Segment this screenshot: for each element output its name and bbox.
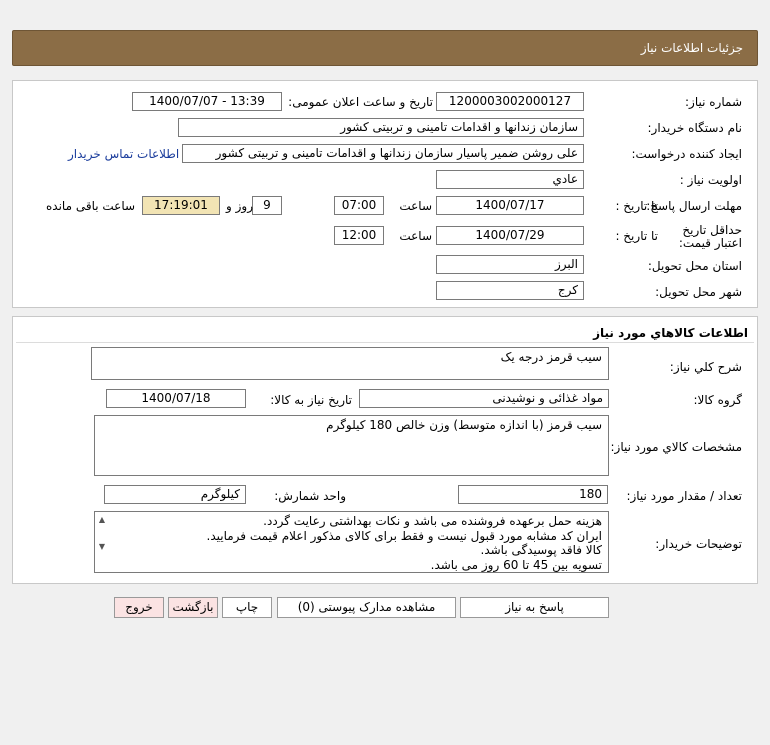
notes-label: توضیحات خریدار:: [655, 537, 742, 551]
buyer-contact-link[interactable]: اطلاعات تماس خریدار: [68, 147, 180, 161]
reply-time-label: ساعت: [399, 199, 432, 213]
notes-line: تسویه بین 45 تا 60 روز می باشد.: [430, 557, 602, 572]
priority-field: عادي: [436, 170, 584, 189]
notes-line: کالا فاقد پوسیدگی باشد.: [480, 543, 602, 557]
page-title: جزئیات اطلاعات نیاز: [640, 41, 743, 55]
reply-time-field: 07:00: [334, 196, 384, 215]
notes-scrollbar[interactable]: [95, 512, 109, 572]
validity-time-field: 12:00: [334, 226, 384, 245]
need-date-field: 1400/07/18: [106, 389, 246, 408]
reply-button[interactable]: پاسخ به نیاز: [460, 597, 609, 618]
group-label: گروه کالا:: [693, 393, 742, 407]
goods-section-title: اطلاعات کالاهاي مورد نياز: [593, 326, 748, 340]
province-field: البرز: [436, 255, 584, 274]
need-number-field: 1200003002000127: [436, 92, 584, 111]
goods-section-divider: [16, 342, 754, 343]
notes-line: ایران کد مشابه مورد قبول نیست و فقط برای کالای مذکور اعلام قیمت فرمایید.: [206, 528, 602, 543]
scroll-down-icon[interactable]: ▼: [98, 542, 106, 551]
need-info-panel: [12, 80, 758, 308]
summary-label: شرح کلي نياز:: [669, 360, 742, 374]
days-remaining-field: 9: [252, 196, 282, 215]
buyer-field: سازمان زندانها و اقدامات تامینی و تربیتی کشور: [178, 118, 584, 137]
reply-deadline-label: مهلت ارسال پاسخ:: [646, 199, 742, 213]
need-date-label: تاریخ نیاز به کالا:: [270, 393, 352, 407]
qty-field: 180: [458, 485, 608, 504]
exit-button[interactable]: خروج: [114, 597, 164, 618]
reply-to-date-label: تا تاریخ :: [615, 199, 658, 213]
need-number-label: شماره نیاز:: [685, 95, 742, 109]
reply-date-field: 1400/07/17: [436, 196, 584, 215]
city-label: شهر محل تحویل:: [655, 285, 742, 299]
province-label: استان محل تحویل:: [647, 259, 742, 273]
scroll-up-icon[interactable]: ▲: [98, 515, 106, 524]
back-button[interactable]: بازگشت: [168, 597, 218, 618]
creator-field: علی روشن ضمیر پاسیار سازمان زندانها و اقدامات تامینی و تربیتی کشور: [182, 144, 584, 163]
page-header: [12, 30, 758, 66]
group-field: مواد غذائی و نوشیدنی: [359, 389, 609, 408]
print-button[interactable]: چاپ: [222, 597, 272, 618]
specs-label: مشخصات کالاي مورد نياز:: [610, 440, 742, 454]
days-label: روز و: [226, 199, 253, 213]
validity-to-date-label: تا تاریخ :: [615, 229, 658, 243]
buyer-label: نام دستگاه خریدار:: [647, 121, 742, 135]
validity-date-field: 1400/07/29: [436, 226, 584, 245]
unit-label: واحد شمارش:: [274, 489, 346, 503]
priority-label: اولویت نیاز :: [679, 173, 742, 187]
notes-textarea[interactable]: [94, 511, 609, 573]
summary-field: سیب قرمز درجه یک: [91, 347, 609, 380]
notes-line: هزینه حمل برعهده فروشنده می باشد و نکات بهداشتی رعایت گردد.: [263, 514, 602, 528]
attachments-button[interactable]: مشاهده مدارک پیوستی (0): [277, 597, 456, 618]
announce-field: 1400/07/07 - 13:39: [132, 92, 282, 111]
remaining-time-field: 17:19:01: [142, 196, 220, 215]
remaining-time-label: ساعت باقی مانده: [46, 199, 136, 213]
validity-time-label: ساعت: [399, 229, 432, 243]
price-validity-label: حداقل تاریخ اعتبار قیمت:: [678, 223, 742, 250]
specs-field: سیب قرمز (با اندازه متوسط) وزن خالص 180 کیلوگرم: [94, 415, 609, 476]
unit-field: کیلوگرم: [104, 485, 246, 504]
announce-label: تاریخ و ساعت اعلان عمومی:: [288, 95, 433, 109]
creator-label: ایجاد کننده درخواست:: [631, 147, 742, 161]
qty-label: تعداد / مقدار مورد نیاز:: [626, 489, 742, 503]
city-field: کرج: [436, 281, 584, 300]
